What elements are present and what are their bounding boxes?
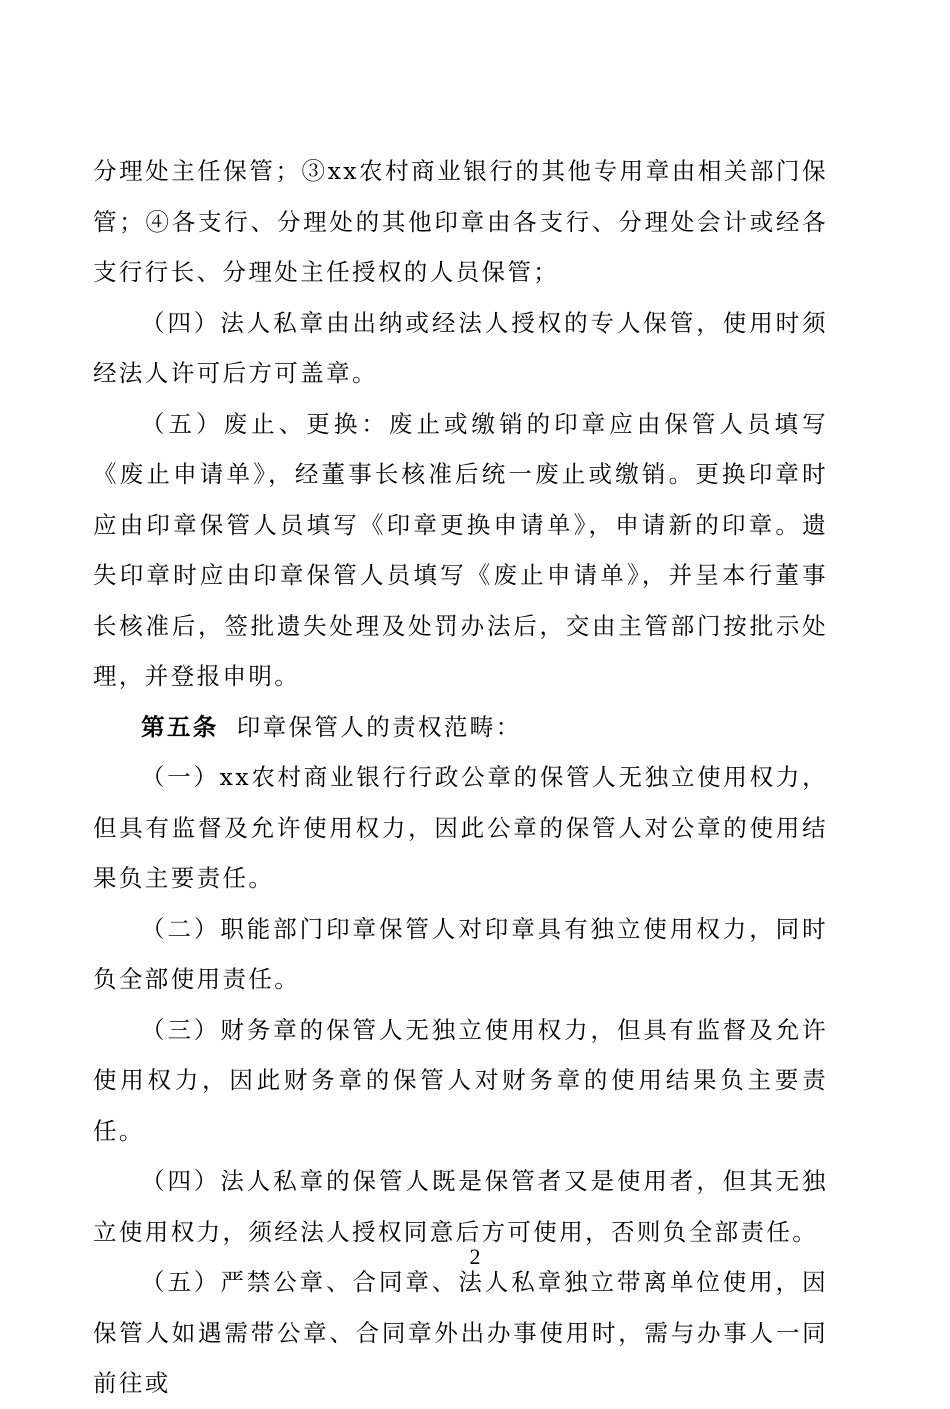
paragraph: （五）废止、更换：废止或缴销的印章应由保管人员填写《废止申请单》，经董事长核准后统一废止或缴销。更换印章时应由印章保管人员填写《印章更换申请单》，申请新的印章。遗失印章时应由印章保管人员填写《废止申请单》，并呈本行董事长核准后，签批遗失处理及处罚办法后，交由主管部门按批示处理，并登报申明。 (93, 409, 828, 690)
article-label: 第五条 (141, 712, 219, 741)
paragraph: 分理处主任保管；③xx农村商业银行的其他专用章由相关部门保管；④各支行、分理处的其他印章由各支行、分理处会计或经各支行行长、分理处主任授权的人员保管； (93, 157, 828, 286)
paragraph: （三）财务章的保管人无独立使用权力，但具有监督及允许使用权力，因此财务章的保管人对财务章的使用结果负主要责任。 (93, 1015, 828, 1145)
article-title: 印章保管人的责权范畴： (236, 712, 522, 741)
paragraph: （五）严禁公章、合同章、法人私章独立带离单位使用，因保管人如遇需带公章、合同章外出办事使用时，需与办事人一同前往或 (93, 1268, 828, 1397)
paragraph: （一）xx农村商业银行行政公章的保管人无独立使用权力，但具有监督及允许使用权力，因此公章的保管人对公章的使用结果负主要责任。 (93, 763, 828, 892)
page-number: 2 (469, 1244, 481, 1269)
paragraph: （四）法人私章的保管人既是保管者又是使用者，但其无独立使用权力，须经法人授权同意后方可使用，否则负全部责任。 (93, 1167, 828, 1246)
article-heading (93, 702, 828, 753)
paragraph: （四）法人私章由出纳或经法人授权的专人保管，使用时须经法人许可后方可盖章。 (93, 308, 828, 387)
paragraph: （二）职能部门印章保管人对印章具有独立使用权力，同时负全部使用责任。 (93, 914, 828, 993)
body-text (93, 146, 828, 1409)
